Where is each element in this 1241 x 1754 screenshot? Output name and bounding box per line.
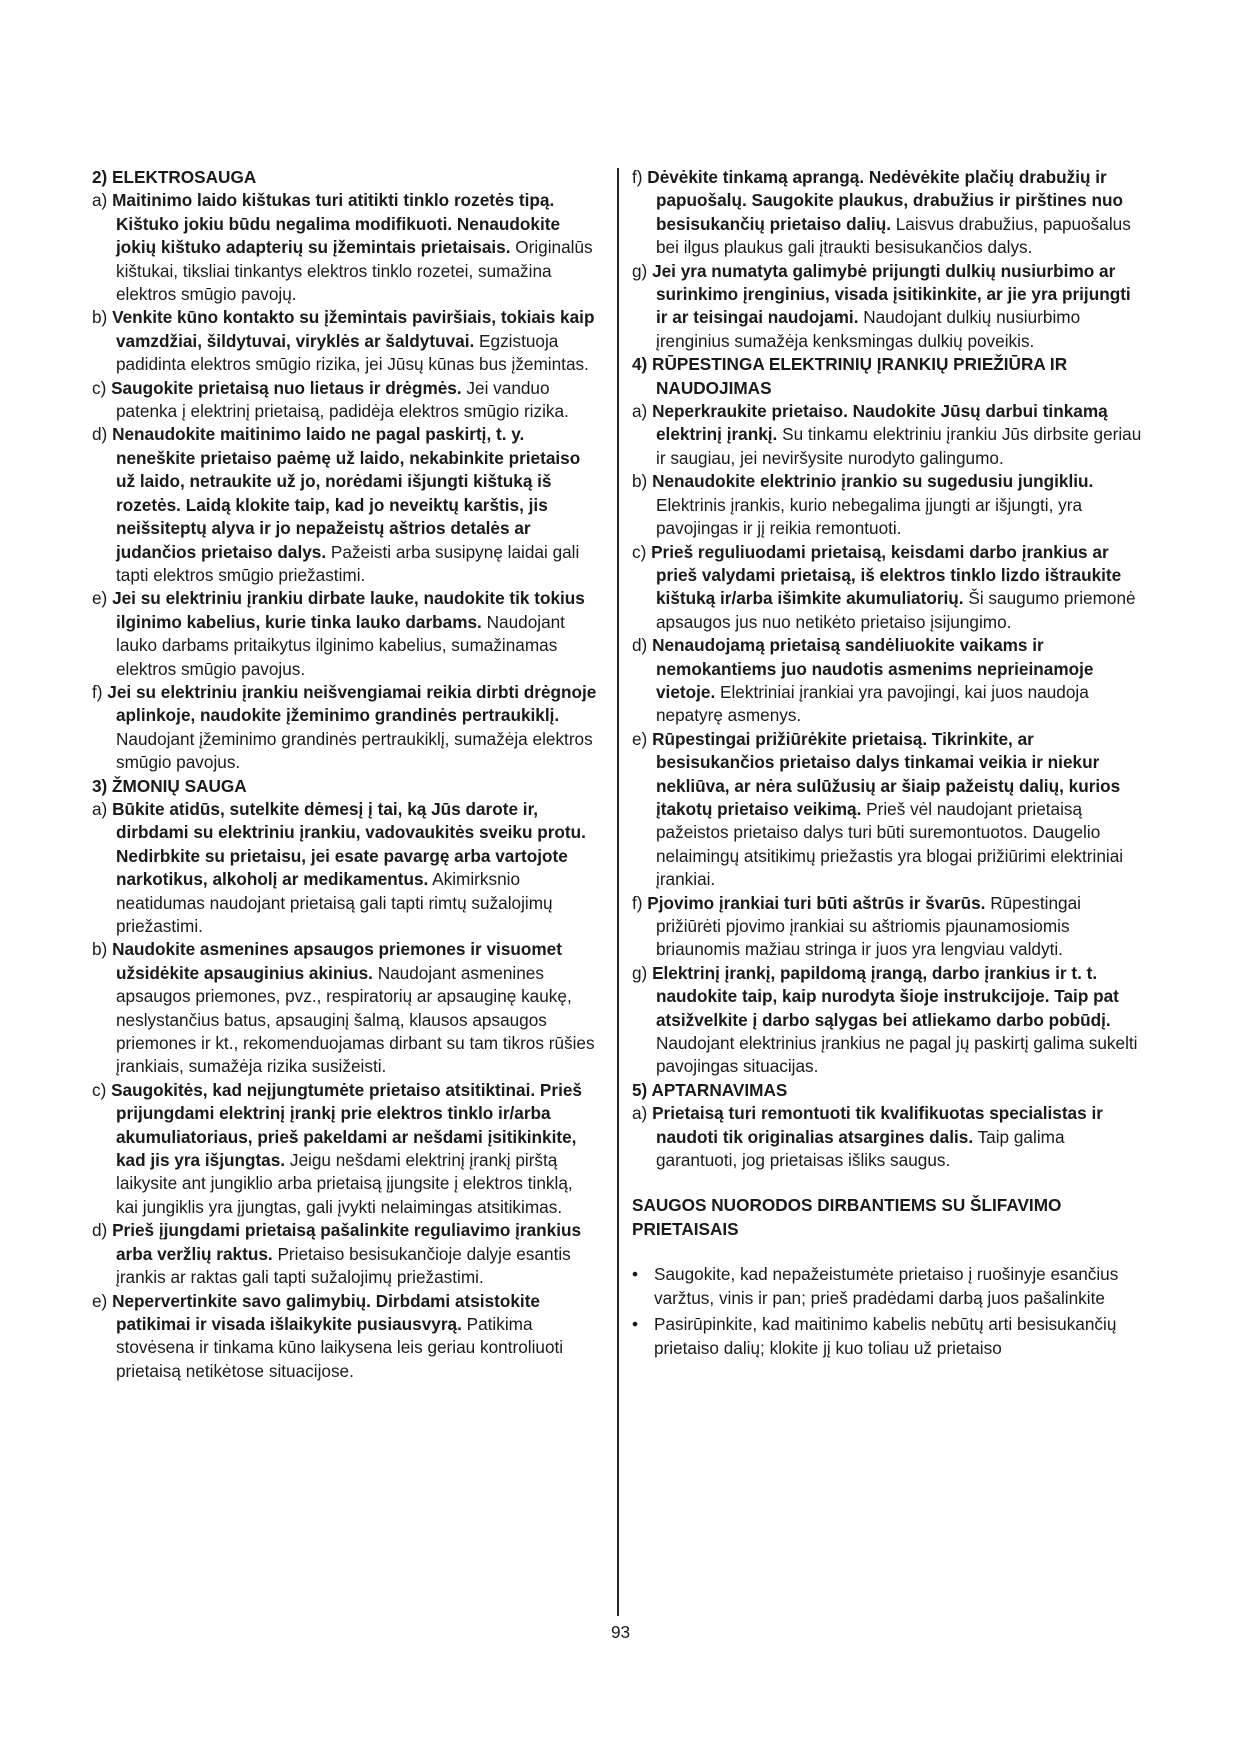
item-text: Laisvus drabužius, papuošalus bei ilgus plaukus gali įtraukti besisukančios dalys. [656,213,1131,258]
page-number: 93 [610,1622,631,1642]
item-text: Prieš vėl naudojant prietaisą pažeistos prietaiso dalys turi būti suremontuotos. Daugelio nelaimingų atsitikimų priežastis yra blogai prižiūrimi elektriniai įrankiai. [656,798,1124,890]
list-item [632,728,1144,892]
list-item [632,260,1144,354]
item-text: Prietaiso besisukančioje dalyje esantis įrankis ar raktas gali tapti sužalojimų priežastimi. [116,1243,571,1288]
item-bold-text: Nenaudojamą prietaisą sandėliuokite vaikams ir nemokantiems juo naudotis asmenims neprieinamoje vietoje. [652,635,1094,702]
bullet-item [632,1263,1144,1310]
item-letter: b) [92,307,113,328]
item-bold-text: Prieš įjungdami prietaisą pašalinkite reguliavimo įrankius arba veržlių raktus. [112,1220,582,1264]
item-bold-text: Neperkraukite prietaiso. Naudokite Jūsų darbui tinkamą elektrinį įrankį. [652,401,1108,445]
item-text: Patikima stovėsena ir tinkama kūno laikysena leis geriau kontroliuoti prietaisą netikėtose situacijose. [116,1313,564,1381]
personal-safety-list-continued [632,166,1144,353]
item-bold-text: Jei su elektriniu įrankiu neišvengiamai reikia dirbti drėgnoje aplinkoje, naudokite įžeminimo grandinės pertraukiklį. [107,681,597,726]
item-letter: c) [632,541,652,562]
item-letter: g) [632,962,653,983]
item-text: Naudojant įžeminimo grandinės pertraukiklį, sumažėja elektros smūgio pavojus. [116,728,593,773]
item-bold-text: Prieš reguliuodami prietaisą, keisdami darbo įrankius ar prieš valydami prietaisą, iš elektros tinklo lizdo ištraukite kištuką ir/arba išimkite akumuliatorių. [651,541,1122,609]
bullet-icon: • [632,1264,639,1285]
item-bold-text: Venkite kūno kontakto su įžemintais paviršiais, tokiais kaip vamzdžiai, šildytuvai, viryklės ar šaldytuvai. [112,307,595,351]
item-letter: c) [92,1079,112,1100]
item-bold-text: Prietaisą turi remontuoti tik kvalifikuotas specialistas ir naudoti tik originalias atsargines dalis. [652,1103,1103,1147]
left-column [92,166,598,1383]
list-item [632,892,1144,962]
item-text: Elektriniai įrankiai yra pavojingi, kai juos naudoja nepatyrę asmenys. [656,681,1089,726]
list-item [92,189,598,306]
item-text: Pažeisti arba susipynę laidai gali tapti elektros smūgio priežastimi. [116,541,580,585]
item-letter: a) [92,190,113,211]
list-item [632,470,1144,540]
item-bold-text: Pjovimo įrankiai turi būti aštrūs ir švarūs. [647,892,986,913]
section-heading-tool-care: 4) RŪPESTINGA ELEKTRINIŲ ĮRANKIŲ PRIEŽIŪRA IR NAUDOJIMAS [632,354,1068,398]
list-item [632,634,1144,728]
item-bold-text: Naudokite asmenines apsaugos priemones ir visuomet užsidėkite apsauginius akinius. [112,939,562,983]
section-heading-service: 5) APTARNAVIMAS [632,1079,788,1100]
service-list [632,1102,1144,1172]
item-bold-text: Saugokite prietaisą nuo lietaus ir drėgmės. [111,377,462,398]
item-text: Originalūs kištukai, tiksliai tinkantys elektros tinklo rozetei, sumažina elektros smūgio pavojų. [116,237,593,305]
electrical-safety-list [92,189,598,774]
list-item [92,681,598,775]
list-item [92,1079,598,1219]
item-letter: e) [632,728,653,749]
list-item [632,400,1144,470]
item-letter: d) [92,1220,113,1241]
item-letter: a) [632,1103,653,1124]
item-bold-text: Nenaudokite elektrinio įrankio su sugedusiu jungikliu. [652,471,1094,492]
list-item [92,377,598,424]
item-text: Naudojant lauko darbams pritaikytus ilginimo kabelius, sumažinamas elektros smūgio pavojus. [116,611,565,679]
item-letter: a) [92,798,113,819]
right-column [632,166,1144,1363]
item-bold-text: Maitinimo laido kištukas turi atitikti tinklo rozetės tipą. Kištuko jokiu būdu negalima modifikuoti. Nenaudokite jokių kištuko adapterių su įžemintais prietaisais. [112,190,561,258]
item-text: Naudojant elektrinius įrankius ne pagal jų paskirtį galima sukelti pavojingas situacijas. [656,1033,1138,1077]
item-letter: g) [632,260,653,281]
item-text: Taip galima garantuoti, jog prietaisas išliks saugus. [656,1126,1065,1171]
item-text: Elektrinis įrankis, kurio nebegalima įjungti ar išjungti, yra pavojingas ir jį reikia remontuoti. [656,494,1083,539]
list-item [92,798,598,938]
item-text: Egzistuoja padidinta elektros smūgio rizika, jei Jūsų kūnas bus įžemintas. [116,330,589,375]
bullet-text: Pasirūpinkite, kad maitinimo kabelis nebūtų arti besisukančių prietaiso dalių; klokite jį kuo toliau už prietaiso [654,1314,1117,1358]
item-bold-text: Dėvėkite tinkamą aprangą. Nedėvėkite plačių drabužių ir papuošalų. Saugokite plaukus, drabužius ir pirštines nuo besisukančių prietaiso dalių. [647,167,1123,234]
list-item [632,166,1144,260]
item-letter: f) [632,892,648,913]
list-item [92,938,598,1078]
list-item [632,1102,1144,1172]
item-letter: e) [92,1290,113,1311]
item-text: Jei vanduo patenka į elektrinį prietaisą, padidėja elektros smūgio rizika. [116,377,569,422]
item-bold-text: Nenaudokite maitinimo laido ne pagal paskirtį, t. y. neneškite prietaiso paėmę už laido, nekabinkite prietaiso už laido, netraukite už jo, norėdami išjungti kištuką iš rozetės. Laidą klokite taip, kad jo neveiktų karštis, jis neišsiteptų alyva ir jo nepažeistų aštrios detalės ar judančios prietaiso dalys. [112,424,581,562]
item-text: Akimirksnio neatidumas naudojant prietaisą gali tapti rimtų sužalojimų priežastimi. [116,869,553,936]
section-heading-electrical-safety: 2) ELEKTROSAUGA [92,167,257,187]
bullet-icon: • [632,1314,639,1335]
item-letter: f) [632,167,648,187]
item-bold-text: Jei su elektriniu įrankiu dirbate lauke, naudokite tik tokius ilginimo kabelius, kurie tinka lauko darbams. [112,588,585,632]
item-bold-text: Jei yra numatyta galimybė prijungti dulkių nusiurbimo ar surinkimo įrenginius, visada įsitikinkite, ar jie yra prijungti ir ar teisingai naudojami. [652,260,1131,328]
bullet-item [632,1313,1144,1360]
list-item [92,423,598,587]
grinding-bullet-list [632,1263,1144,1360]
item-letter: a) [632,401,653,422]
item-bold-text: Nepervertinkite savo galimybių. Dirbdami atsistokite patikimai ir visada išlaikykite pusiausvyrą. [112,1290,540,1334]
list-item [92,1290,598,1384]
list-item [92,587,598,681]
item-text: Ši saugumo priemonė apsaugos jus nuo netikėto prietaiso įsijungimo. [656,588,1136,632]
list-item [632,541,1144,635]
item-text: Rūpestingai prižiūrėti pjovimo įrankiai su aštriomis pjaunamosiomis briaunomis mažiau stringa ir juos yra lengviau valdyti. [656,892,1081,960]
item-text: Jeigu nešdami elektrinį įrankį pirštą laikysite ant jungiklio arba prietaisą įjungsite į elektros tinklą, kai jungiklis yra įjungtas, gali įvykti nelaimingas atsitikimas. [116,1150,573,1217]
item-bold-text: Būkite atidūs, sutelkite dėmesį į tai, ką Jūs darote ir, dirbdami su elektriniu įrankiu, vadovaukitės sveiku protu. Nedirbkite su prietaisu, jei esate pavargę arba vartojote narkotikus, alkoholį ar medikamentus. [112,798,586,890]
item-letter: f) [92,681,108,702]
section-heading-personal-safety: 3) ŽMONIŲ SAUGA [92,775,247,796]
personal-safety-list [92,798,598,1383]
item-letter: d) [92,424,113,445]
item-text: Su tinkamu elektriniu įrankiu Jūs dirbsite geriau ir saugiau, jei neviršysite nurodyto galingumo. [656,424,1142,468]
item-letter: d) [632,635,653,656]
list-item [92,1219,598,1289]
grinding-safety-heading: SAUGOS NUORODOS DIRBANTIEMS SU ŠLIFAVIMO PRIETAISAIS [632,1195,1062,1239]
item-bold-text: Rūpestingai prižiūrėkite prietaisą. Tikrinkite, ar besisukančios prietaiso dalys tinkamai veikia ir niekur nekliūva, ar nėra sulūžusių ar šiaip pažeistų dalių, kurios įtakotų prietaiso veikimą. [652,728,1121,819]
item-text: Naudojant asmenines apsaugos priemones, pvz., respiratorių ar apsauginę kaukę, neslystančius batus, apsauginį šalmą, klausos apsaugos priemones ir kt., rekomenduojamas dirbant su tam tikros rūšies įrankiais, sumažėja rizika susižeisti. [116,962,595,1077]
item-letter: b) [632,471,653,492]
tool-care-list [632,400,1144,1079]
column-divider [617,168,619,1616]
item-letter: e) [92,588,113,609]
list-item [92,306,598,376]
item-text: Naudojant dulkių nusiurbimo įrenginius sumažėja kenksmingas dulkių poveikis. [656,307,1081,351]
bullet-text: Saugokite, kad nepažeistumėte prietaiso į ruošinyje esančius varžtus, vinis ir pan; prieš pradėdami darbą juos pašalinkite [654,1264,1119,1308]
item-letter: b) [92,939,113,960]
item-bold-text: Elektrinį įrankį, papildomą įrangą, darbo įrankius ir t. t. naudokite taip, kaip nurodyta šioje instrukcijoje. Taip pat atsižvelkite į darbo sąlygas bei atliekamo darbo pobūdį. [652,962,1119,1030]
item-bold-text: Saugokitės, kad neįjungtumėte prietaiso atsitiktinai. Prieš prijungdami elektrinį įrankį prie elektros tinklo ir/arba akumuliatoriaus, prieš pakeldami ar nešdami įsitikinkite, kad jis yra išjungtas. [111,1079,582,1171]
list-item [632,962,1144,1079]
item-letter: c) [92,377,112,398]
